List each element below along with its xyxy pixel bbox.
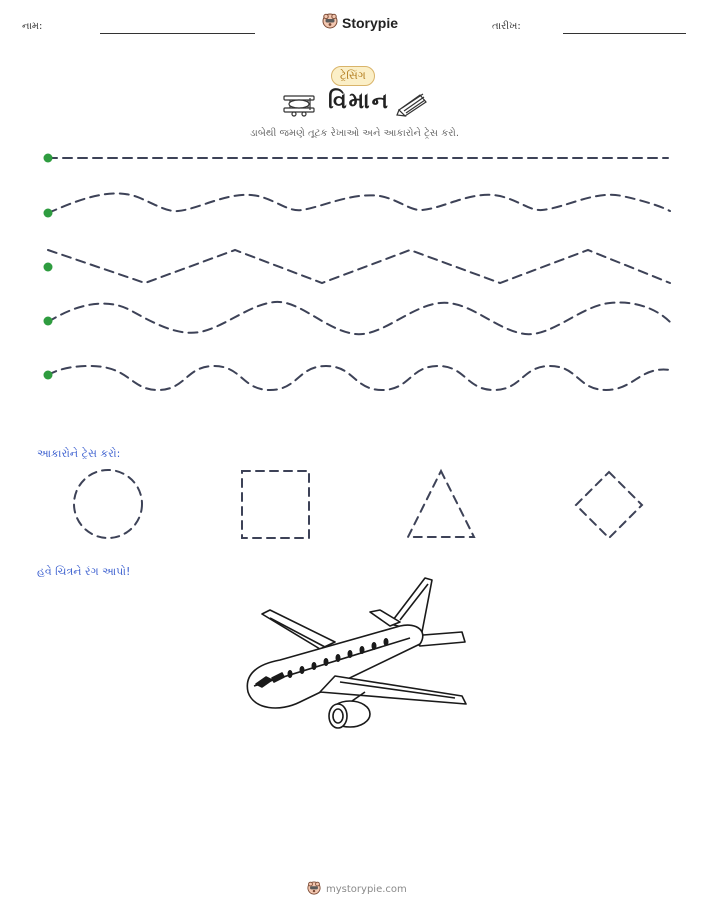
brand-name: Storypie bbox=[342, 14, 399, 31]
footer-link[interactable]: mystorypie.com bbox=[326, 884, 407, 895]
shapes-heading: આકારોને ટ્રેસ કરો: bbox=[37, 447, 121, 460]
trace-circle[interactable] bbox=[74, 470, 142, 538]
storypie-logo-icon bbox=[307, 881, 321, 898]
trace-triangle[interactable] bbox=[408, 471, 474, 537]
footer bbox=[307, 881, 407, 898]
coloring-heading: હવે ચિત્રને રંગ આપો! bbox=[37, 565, 131, 578]
instruction-text: ડાબેથી જમણે તૂટક રેખાઓ અને આકારોને ટ્રેસ કરો. bbox=[249, 128, 460, 139]
trace-square[interactable] bbox=[242, 471, 309, 538]
date-label: તારીખ: bbox=[492, 21, 521, 32]
trace-diamond[interactable] bbox=[576, 472, 642, 538]
name-label: નામ: bbox=[22, 21, 43, 32]
airplane-illustration bbox=[240, 574, 470, 734]
page-title: વિમાન bbox=[328, 89, 390, 114]
worksheet-badge: ટ્રેસિંગ bbox=[331, 66, 375, 86]
